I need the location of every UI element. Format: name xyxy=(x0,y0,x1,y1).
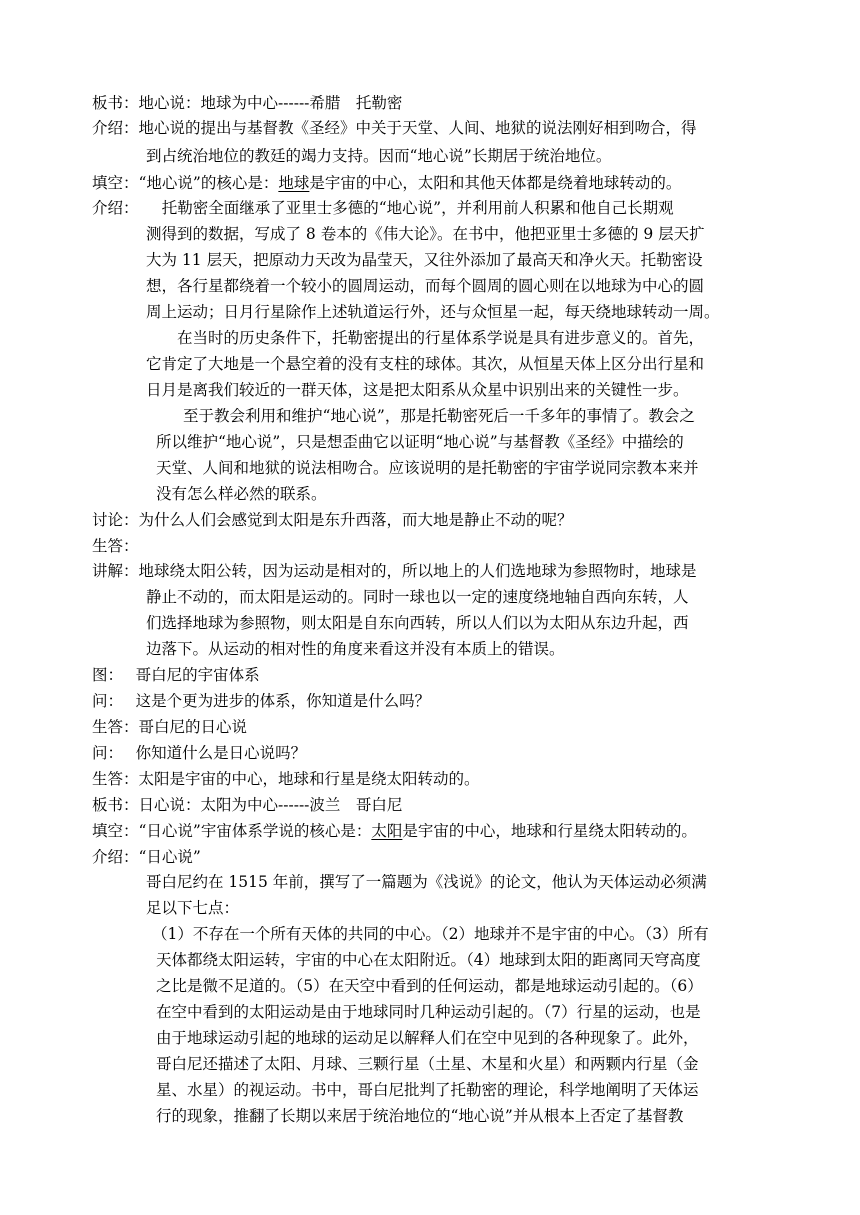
text-line: 天体都绕太阳运转，宇宙的中心在太阳附近。（4）地球到太阳的距离同天穹高度 xyxy=(156,951,701,969)
text-line: 行的现象，推翻了长期以来居于统治地位的“地心说”并从根本上否定了基督教 xyxy=(156,1107,684,1125)
text-line: 日月是离我们较近的一群天体，这是把太阳系从众星中识别出来的关键性一步。 xyxy=(146,381,689,399)
text-line: （1）不存在一个所有天体的共同的中心。（2）地球并不是宇宙的中心。（3）所有 xyxy=(152,925,709,943)
fill-answer: 太阳 xyxy=(371,822,403,840)
text-line: 哥白尼约在 1515 年前，撰写了一篇题为《浅说》的论文，他认为天体运动必须满 xyxy=(146,873,707,891)
text-line: 们选择地球为参照物，则太阳是自东向西转，所以人们以为太阳从东边升起，西 xyxy=(146,614,689,632)
text-line: 天堂、人间和地狱的说法相吻合。应该说明的是托勒密的宇宙学说同宗教本来并 xyxy=(156,459,699,477)
text-line: 图： 哥白尼的宇宙体系 xyxy=(92,666,260,684)
text-line: 周上运动；日月行星除作上述轨道运行外，还与众恒星一起，每天绕地球转动一周。 xyxy=(146,303,720,321)
text-line: 静止不动的，而太阳是运动的。同时一球也以一定的速度绕地轴自西向东转，人 xyxy=(146,588,689,606)
text-line: 生答： xyxy=(92,537,139,555)
text-line: 讨论：为什么人们会感觉到太阳是东升西落，而大地是静止不动的呢？ xyxy=(92,511,573,529)
text-line: 足以下七点： xyxy=(146,899,240,917)
text-line: 讲解：地球绕太阳公转，因为运动是相对的，所以地上的人们选地球为参照物时，地球是 xyxy=(92,562,697,580)
fill-blank-heliocentric xyxy=(92,821,697,843)
text-line: 介绍：地心说的提出与基督教《圣经》中关于天堂、人间、地狱的说法刚好相到吻合，得 xyxy=(92,119,697,137)
text-line: 之比是微不足道的。（5）在天空中看到的任何运动，都是地球运动引起的。（6） xyxy=(156,977,703,995)
text-line: 哥白尼还描述了太阳、月球、三颗行星（土星、木星和火星）和两颗内行星（金 xyxy=(156,1055,699,1073)
text-line: 生答：哥白尼的日心说 xyxy=(92,718,248,736)
text-line: 问： 这是个更为进步的体系，你知道是什么吗？ xyxy=(92,692,431,710)
text-line: 介绍： 托勒密全面继承了亚里士多德的“地心说”，并利用前人积累和他自己长期观 xyxy=(92,199,674,217)
text-line: 板书：地心说：地球为中心------希腊 托勒密 xyxy=(92,94,403,112)
text-line: 星、水星）的视运动。书中，哥白尼批判了托勒密的理论，科学地阐明了天体运 xyxy=(156,1081,699,1099)
text-line: 问： 你知道什么是日心说吗？ xyxy=(92,744,307,762)
fill-answer: 地球 xyxy=(278,174,310,192)
text-line: 没有怎么样必然的联系。 xyxy=(156,485,327,503)
text-line: 所以维护“地心说”，只是想歪曲它以证明“地心说”与基督教《圣经》中描绘的 xyxy=(156,433,684,451)
fill-prefix: 填空：“地心说”的核心是： xyxy=(92,174,279,192)
text-line: 它肯定了大地是一个悬空着的没有支柱的球体。其次，从恒星天体上区分出行星和 xyxy=(146,355,705,373)
text-line: 想，各行星都绕着一个较小的圆周运动，而每个圆周的圆心则在以地球为中心的圆 xyxy=(146,277,705,295)
text-line: 由于地球运动引起的地球的运动足以解释人们在空中见到的各种现象了。此外， xyxy=(156,1029,699,1047)
text-line: 板书：日心说：太阳为中心------波兰 哥白尼 xyxy=(92,796,403,814)
text-line: 大为 11 层天，把原动力天改为晶莹天，又往外添加了最高天和净火天。托勒密设 xyxy=(146,251,703,269)
text-line: 在当时的历史条件下，托勒密提出的行星体系学说是具有进步意义的。首先， xyxy=(146,329,705,347)
text-line: 到占统治地位的教廷的竭力支持。因而“地心说”长期居于统治地位。 xyxy=(146,147,612,165)
fill-blank-geocentric xyxy=(92,173,681,195)
text-line: 生答：太阳是宇宙的中心，地球和行星是绕太阳转动的。 xyxy=(92,770,480,788)
text-line: 测得到的数据，写成了 8 卷本的《伟大论》。在书中，他把亚里士多德的 9 层天扩 xyxy=(146,225,705,243)
text-line: 至于教会利用和维护“地心说”，那是托勒密死后一千多年的事情了。教会之 xyxy=(152,407,695,425)
fill-prefix: 填空：“日心说”宇宙体系学说的核心是： xyxy=(92,822,372,840)
text-line: 在空中看到的太阳运动是由于地球同时几种运动引起的。（7）行星的运动，也是 xyxy=(156,1003,701,1021)
fill-rest: 是宇宙的中心，太阳和其他天体都是绕着地球转动的。 xyxy=(309,174,682,192)
text-line: 介绍：“日心说” xyxy=(92,848,201,866)
text-line: 边落下。从运动的相对性的角度来看这并没有本质上的错误。 xyxy=(146,640,565,658)
fill-rest: 是宇宙的中心，地球和行星绕太阳转动的。 xyxy=(402,822,697,840)
